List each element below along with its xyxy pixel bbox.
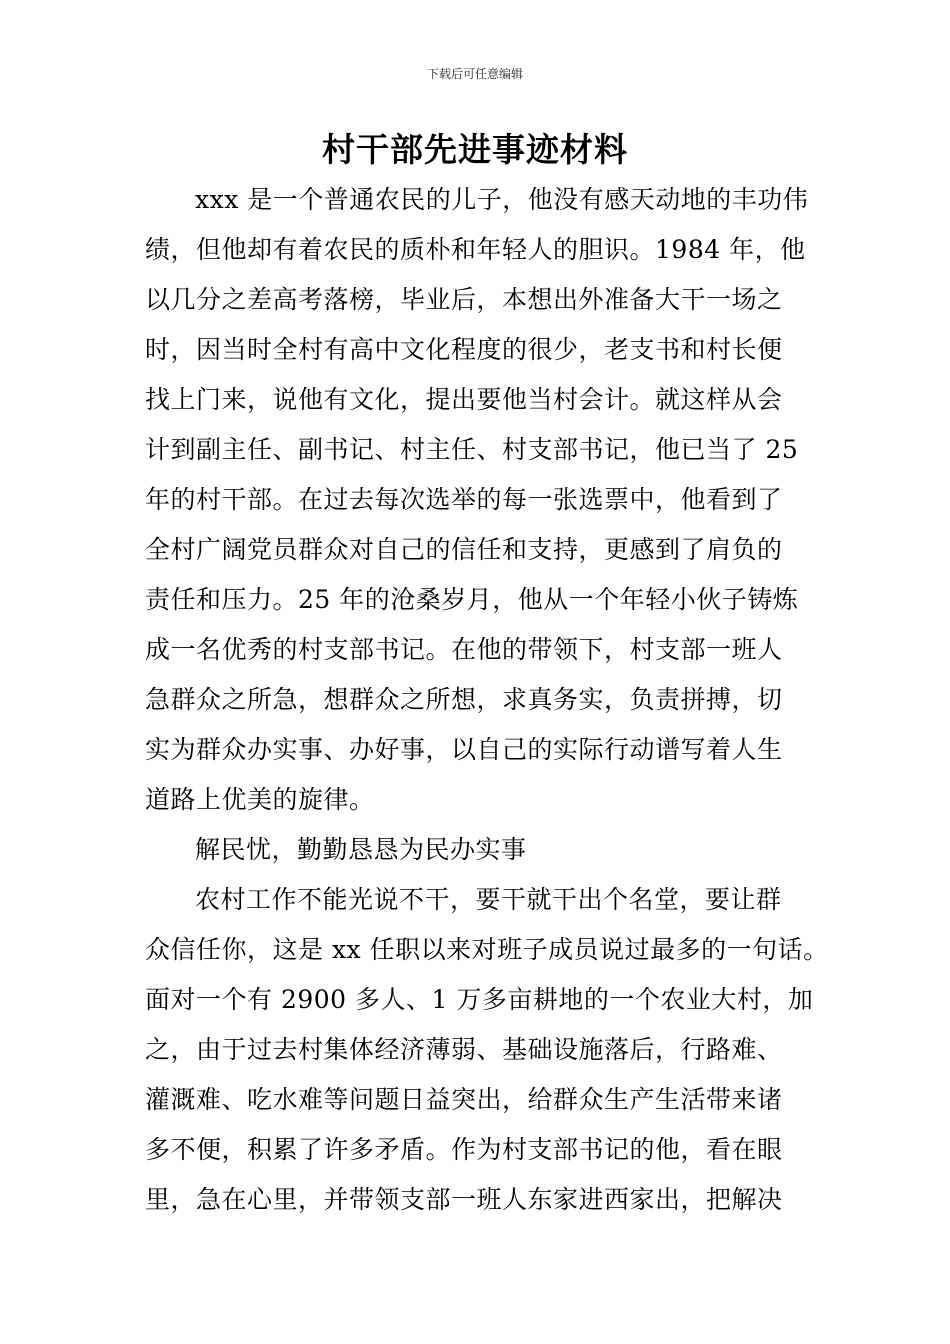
text-line: 多不便，积累了许多矛盾。作为村支部书记的他，看在眼 xyxy=(145,1135,783,1164)
text-line: 实为群众办实事、办好事，以自己的实际行动谱写着人生 xyxy=(145,735,783,764)
text-line: 全村广阔党员群众对自己的信任和支持，更感到了肩负的 xyxy=(145,535,783,564)
text-line: 道路上优美的旋律。 xyxy=(145,785,375,814)
text-line: 灌溉难、吃水难等问题日益突出，给群众生产生活带来诸 xyxy=(145,1085,783,1114)
text-line: 农村工作不能光说不干，要干就干出个名堂，要让群 xyxy=(195,885,782,914)
text-line: 以几分之差高考落榜，毕业后，本想出外准备大干一场之 xyxy=(145,285,783,314)
text-line: xxx 是一个普通农民的儿子，他没有感天动地的丰功伟 xyxy=(195,185,809,214)
header-note: 下载后可任意编辑 xyxy=(426,67,523,81)
text-line: 时，因当时全村有高中文化程度的很少，老支书和村长便 xyxy=(145,335,783,364)
document-title: 村干部先进事迹材料 xyxy=(322,130,628,169)
text-line: 找上门来，说他有文化，提出要他当村会计。就这样从会 xyxy=(145,385,783,414)
text-line: 计到副主任、副书记、村主任、村支部书记，他已当了 25 xyxy=(145,435,799,464)
text-line: 面对一个有 2900 多人、1 万多亩耕地的一个农业大村，加 xyxy=(145,985,814,1014)
text-line: 年的村干部。在过去每次选举的每一张选票中，他看到了 xyxy=(145,485,783,514)
text-line: 里，急在心里，并带领支部一班人东家进西家出，把解决 xyxy=(145,1185,783,1214)
text-line: 绩，但他却有着农民的质朴和年轻人的胆识。1984 年，他 xyxy=(145,235,806,264)
text-line: 责任和压力。25 年的沧桑岁月，他从一个年轻小伙子铸炼 xyxy=(145,585,799,614)
text-line: 之，由于过去村集体经济薄弱、基础设施落后，行路难、 xyxy=(145,1035,783,1064)
text-line: 众信任你，这是 xx 任职以来对班子成员说过最多的一句话。 xyxy=(145,935,829,964)
section-heading: 解民忧，勤勤恳恳为民办实事 xyxy=(195,835,527,864)
document-body xyxy=(145,175,829,1225)
text-line: 急群众之所急，想群众之所想，求真务实，负责拼搏，切 xyxy=(145,685,783,714)
text-line: 成一名优秀的村支部书记。在他的带领下，村支部一班人 xyxy=(145,635,783,664)
